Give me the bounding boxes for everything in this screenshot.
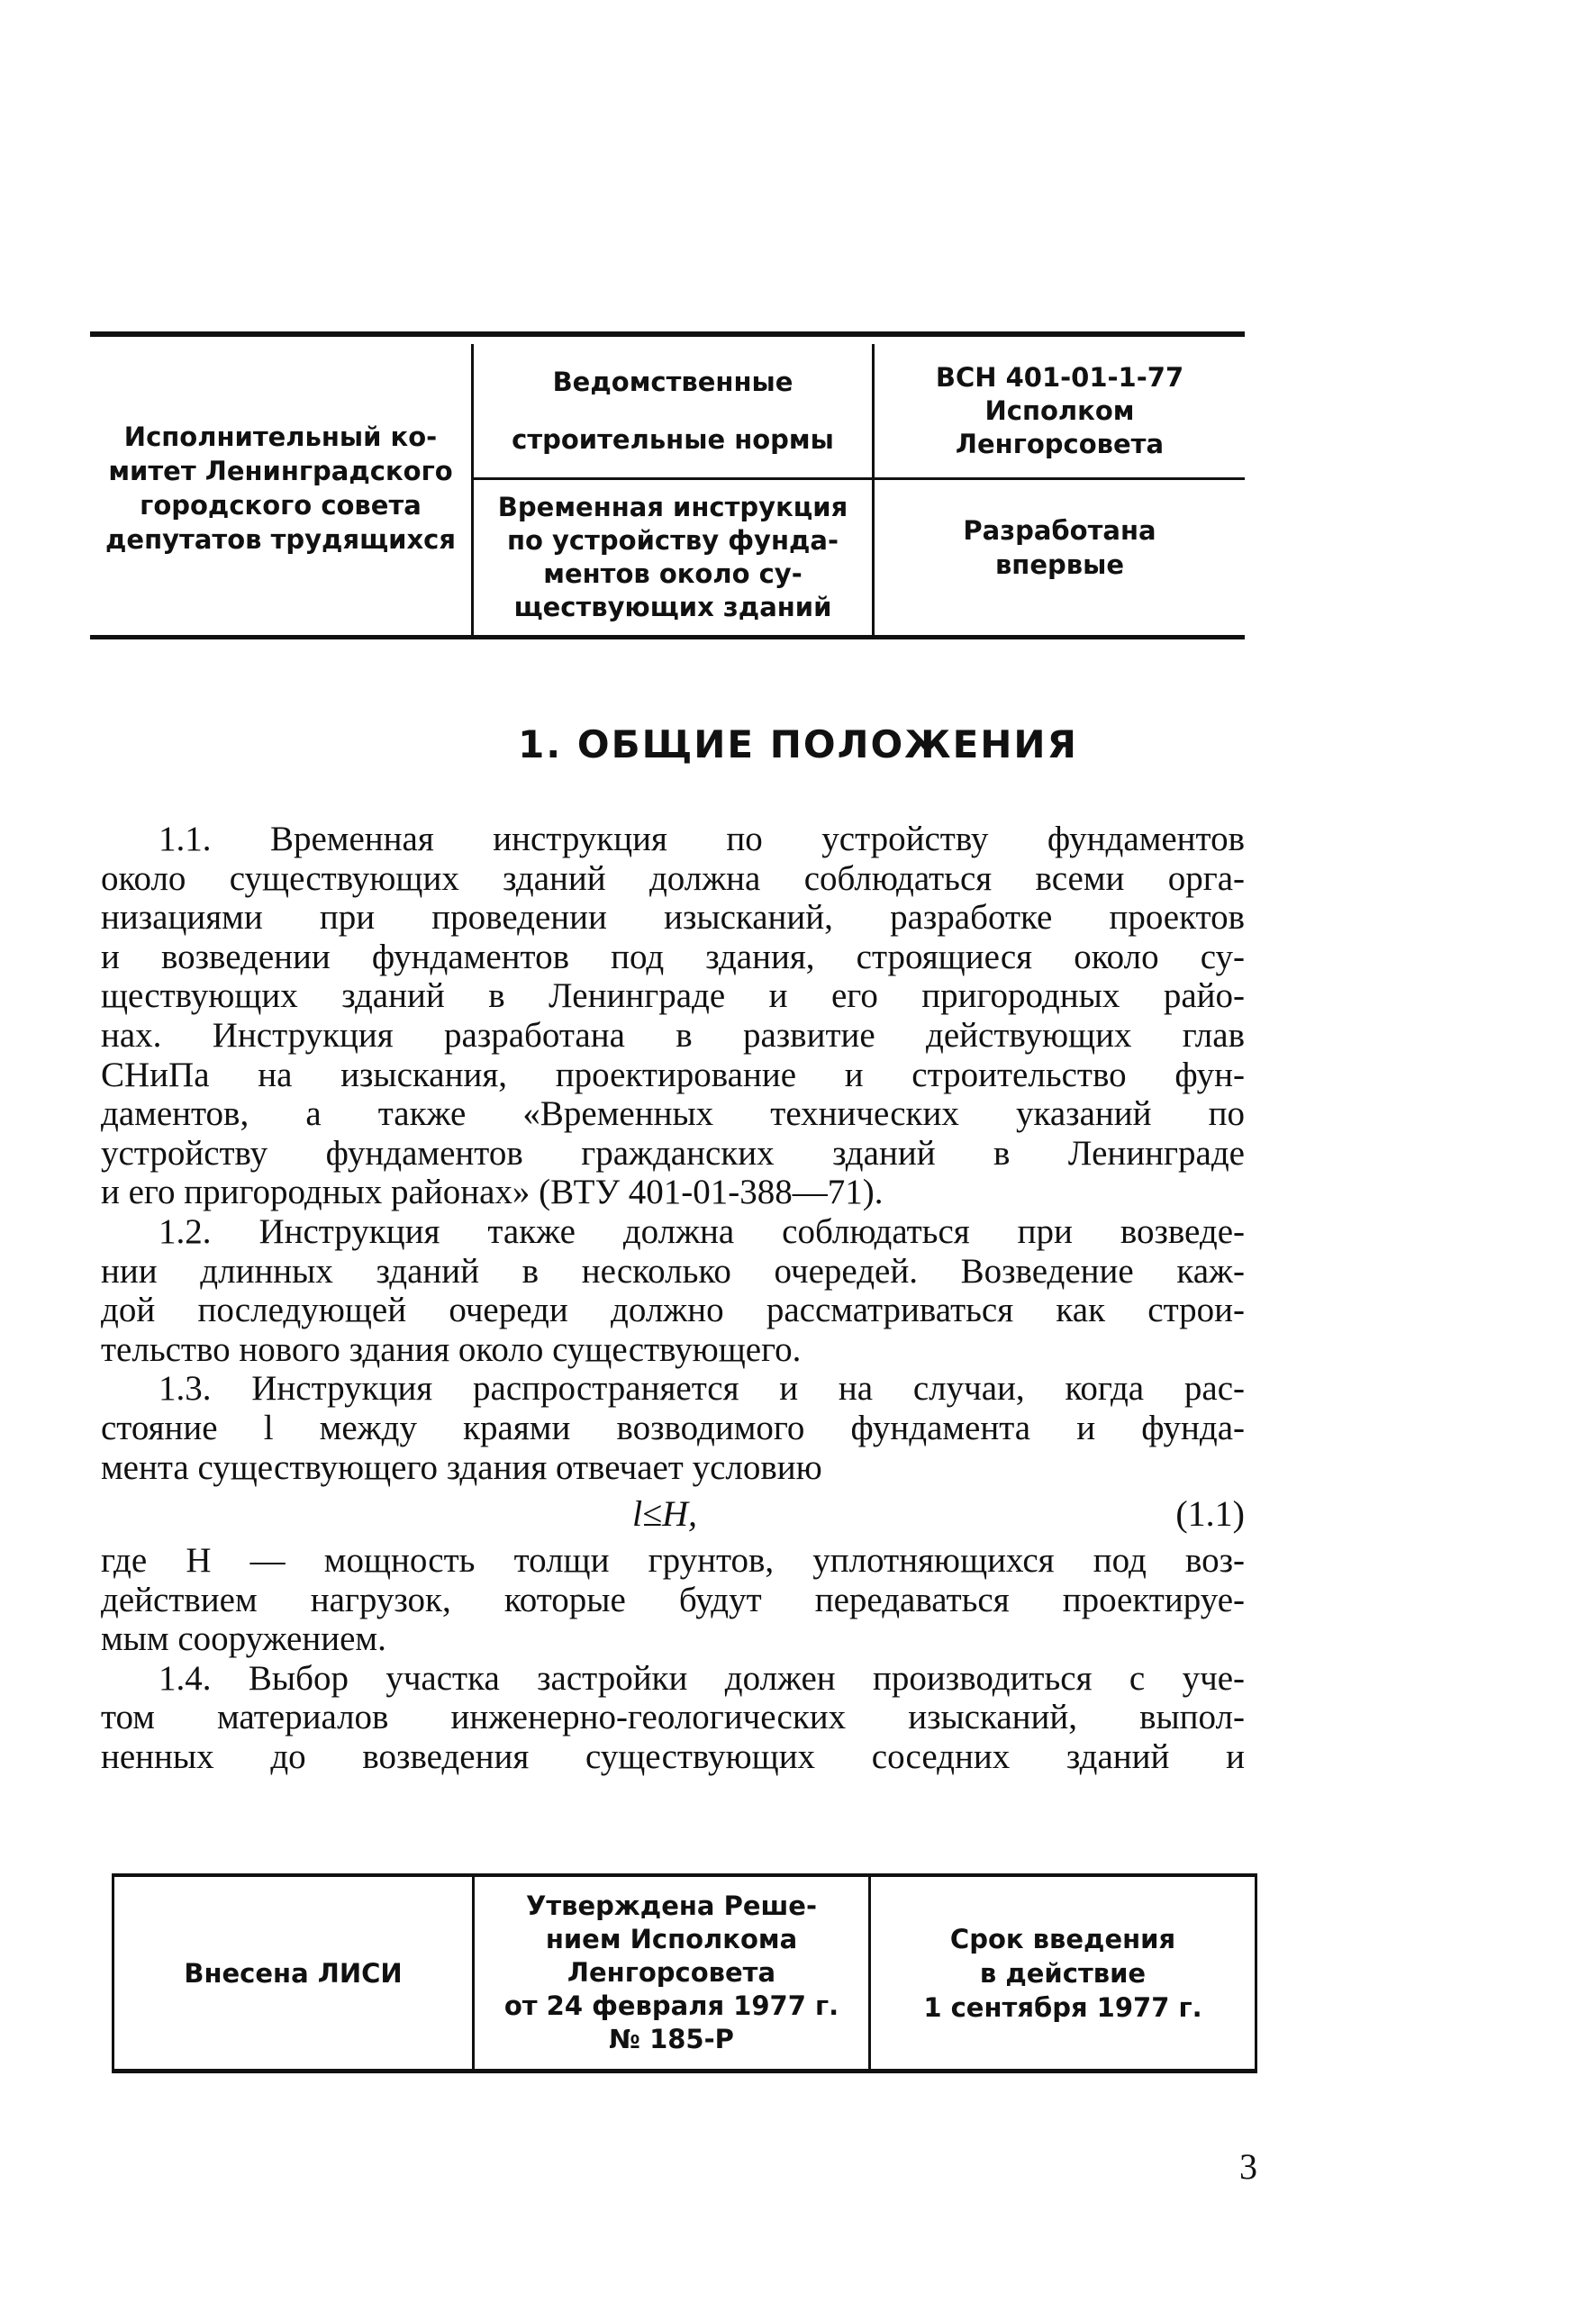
- text-line: мым сооружением.: [101, 1619, 386, 1659]
- footer-right-border: [1255, 1873, 1257, 2073]
- header-status: [875, 480, 1245, 615]
- org-line-1: Исполнительный ко-: [123, 421, 438, 452]
- header-document-title: [474, 480, 872, 635]
- section-title: 1. ОБЩИЕ ПОЛОЖЕНИЯ: [518, 722, 1078, 766]
- text-line: ненных до возведения существующих соседних зданий и: [101, 1737, 1245, 1777]
- approved-line-5: № 185-Р: [609, 2024, 734, 2054]
- header-code: [875, 344, 1245, 477]
- org-line-3: городского совета: [140, 489, 422, 521]
- norms-line-2: строительные нормы: [512, 424, 834, 455]
- footer-bottom-rule: [112, 2069, 1257, 2073]
- text-line: 1.4. Выбор участка застройки должен производиться с уче-: [159, 1658, 1245, 1698]
- header-top-rule: [90, 331, 1245, 337]
- effective-line-3: 1 сентября 1977 г.: [923, 1991, 1202, 2023]
- page-number: 3: [1239, 2146, 1257, 2187]
- footer-table: [112, 1873, 1257, 2073]
- header-table: [90, 331, 1245, 639]
- doc-title-line-4: ществующих зданий: [513, 592, 832, 622]
- text-line: ществующих зданий в Ленинграде и его пригородных райо-: [101, 976, 1245, 1016]
- text-line: тельство нового здания около существующего.: [101, 1329, 802, 1369]
- header-organization: [90, 340, 471, 635]
- text-line: где H — мощность толщи грунтов, уплотняющихся под воз-: [101, 1541, 1245, 1581]
- status-line-1: Разработана: [963, 515, 1156, 546]
- header-norms-type: [474, 344, 872, 477]
- text-line: дой последующей очереди должно рассматриваться как строи-: [101, 1291, 1245, 1330]
- org-line-2: митет Ленинградского: [108, 455, 453, 486]
- footer-approved: [475, 1877, 868, 2069]
- text-line: действием нагрузок, которые будут передаваться проектируе-: [101, 1580, 1245, 1619]
- footer-effective: [871, 1877, 1255, 2069]
- formula-expression: l≤H,: [632, 1493, 697, 1535]
- text-line: 1.1. Временная инструкция по устройству фундаментов: [159, 820, 1245, 858]
- formula-row: [101, 1487, 1245, 1541]
- doc-title-line-1: Временная инструкция: [497, 492, 848, 522]
- text-line: мента существующего здания отвечает условию: [101, 1447, 822, 1487]
- doc-title-line-3: ментов около су-: [543, 558, 803, 589]
- text-line: низациями при проведении изысканий, разработке проектов: [101, 898, 1245, 938]
- text-line: устройству фундаментов гражданских зданий в Ленинграде: [101, 1133, 1245, 1173]
- text-line: около существующих зданий должна соблюдаться всеми орга-: [101, 858, 1245, 898]
- approved-line-1: Утверждена Реше-: [525, 1890, 818, 1921]
- norms-line-1: Ведомственные: [552, 367, 793, 397]
- effective-line-1: Срок введения: [949, 1923, 1176, 1954]
- effective-line-2: в действие: [979, 1957, 1147, 1989]
- body-text: [101, 820, 1245, 1777]
- code-line-3: Ленгорсовета: [955, 428, 1165, 459]
- code-line-2: Исполком: [984, 394, 1135, 426]
- header-bottom-rule: [90, 635, 1245, 639]
- text-line: нии длинных зданий в несколько очередей. Возведение каж-: [101, 1251, 1245, 1291]
- text-line: стояние l между краями возводимого фундамента и фунда-: [101, 1408, 1245, 1447]
- org-line-4: депутатов трудящихся: [105, 523, 456, 555]
- text-line: нах. Инструкция разработана в развитие действующих глав: [101, 1015, 1245, 1055]
- approved-line-4: от 24 февраля 1977 г.: [503, 1990, 839, 2021]
- text-line: даментов, а также «Временных технических указаний по: [101, 1094, 1245, 1134]
- text-line: СНиПа на изыскания, проектирование и строительство фун-: [101, 1055, 1245, 1094]
- doc-title-line-2: по устройству фунда-: [506, 525, 839, 556]
- submitted-text: Внесена ЛИСИ: [184, 1957, 403, 1989]
- status-line-2: впервые: [994, 549, 1125, 580]
- code-line-1: ВСН 401-01-1-77: [935, 361, 1184, 393]
- formula-number: (1.1): [1175, 1493, 1245, 1535]
- text-line: и возведении фундаментов под здания, строящиеся около су-: [101, 937, 1245, 976]
- footer-submitted: [114, 1877, 472, 2069]
- approved-line-3: Ленгорсовета: [567, 1957, 776, 1988]
- text-line: 1.2. Инструкция также должна соблюдаться при возведе-: [159, 1211, 1245, 1251]
- approved-line-2: нием Исполкома: [545, 1924, 798, 1954]
- text-line: 1.3. Инструкция распространяется и на случаи, когда рас-: [159, 1369, 1245, 1409]
- text-line: и его пригородных районах» (ВТУ 401-01-388—71).: [101, 1173, 884, 1212]
- text-line: том материалов инженерно-геологических изысканий, выпол-: [101, 1698, 1245, 1737]
